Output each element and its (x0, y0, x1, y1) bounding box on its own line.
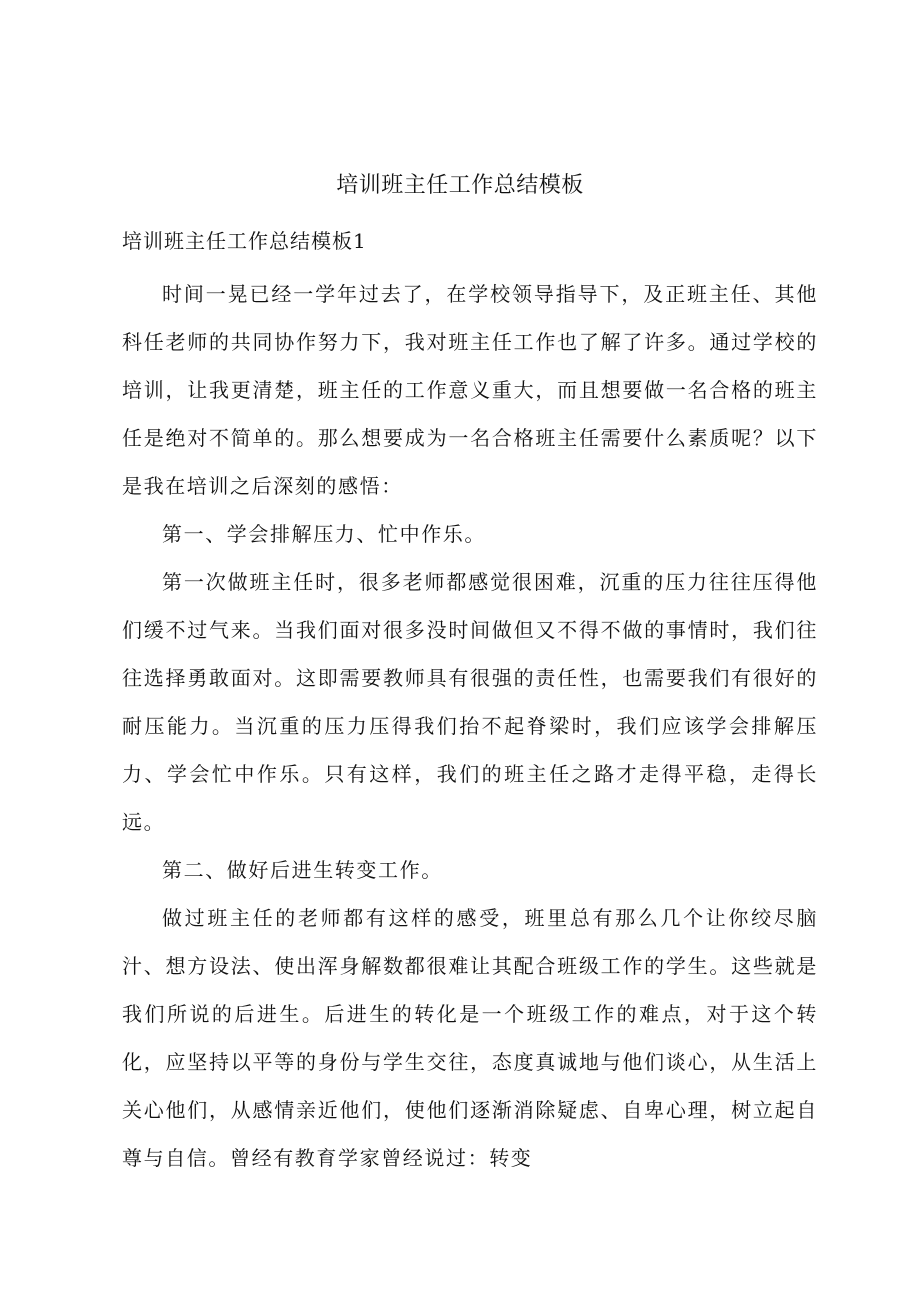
paragraph-heading-1: 第一、学会排解压力、忙中作乐。 (162, 522, 486, 546)
paragraph-students: 做过班主任的老师都有这样的感受，班里总有那么几个让你绞尽脑汁、想方设法、使出浑身解数都很难让其配合班级工作的学生。这些就是我们所说的后进生。后进生的转化是一个班级工作的难点，对于这个转化，应坚持以平等的身份与学生交往，态度真诚地与他们谈心，从生活上关心他们，从感情亲近他们，使他们逐渐消除疑虑、自卑心理，树立起自尊与自信。曾经有教育学家曾经说过：转变 (122, 906, 818, 1170)
paragraph-pressure: 第一次做班主任时，很多老师都感觉很困难，沉重的压力往往压得他们缓不过气来。当我们面对很多没时间做但又不得不做的事情时，我们往往选择勇敢面对。这即需要教师具有很强的责任性，也需要我们有很好的耐压能力。当沉重的压力压得我们抬不起脊梁时，我们应该学会排解压力、学会忙中作乐。只有这样，我们的班主任之路才走得平稳，走得长远。 (122, 570, 818, 834)
paragraph-intro: 时间一晃已经一学年过去了，在学校领导指导下，及正班主任、其他科任老师的共同协作努力下，我对班主任工作也了解了许多。通过学校的培训，让我更清楚，班主任的工作意义重大，而且想要做一名合格的班主任是绝对不简单的。那么想要成为一名合格班主任需要什么素质呢？以下是我在培训之后深刻的感悟： (122, 282, 818, 498)
document-title: 培训班主任工作总结模板 (336, 173, 584, 198)
paragraph-heading-2: 第二、做好后进生转变工作。 (162, 858, 443, 882)
document-subtitle: 培训班主任工作总结模板1 (122, 229, 367, 253)
document-body (122, 270, 818, 1182)
